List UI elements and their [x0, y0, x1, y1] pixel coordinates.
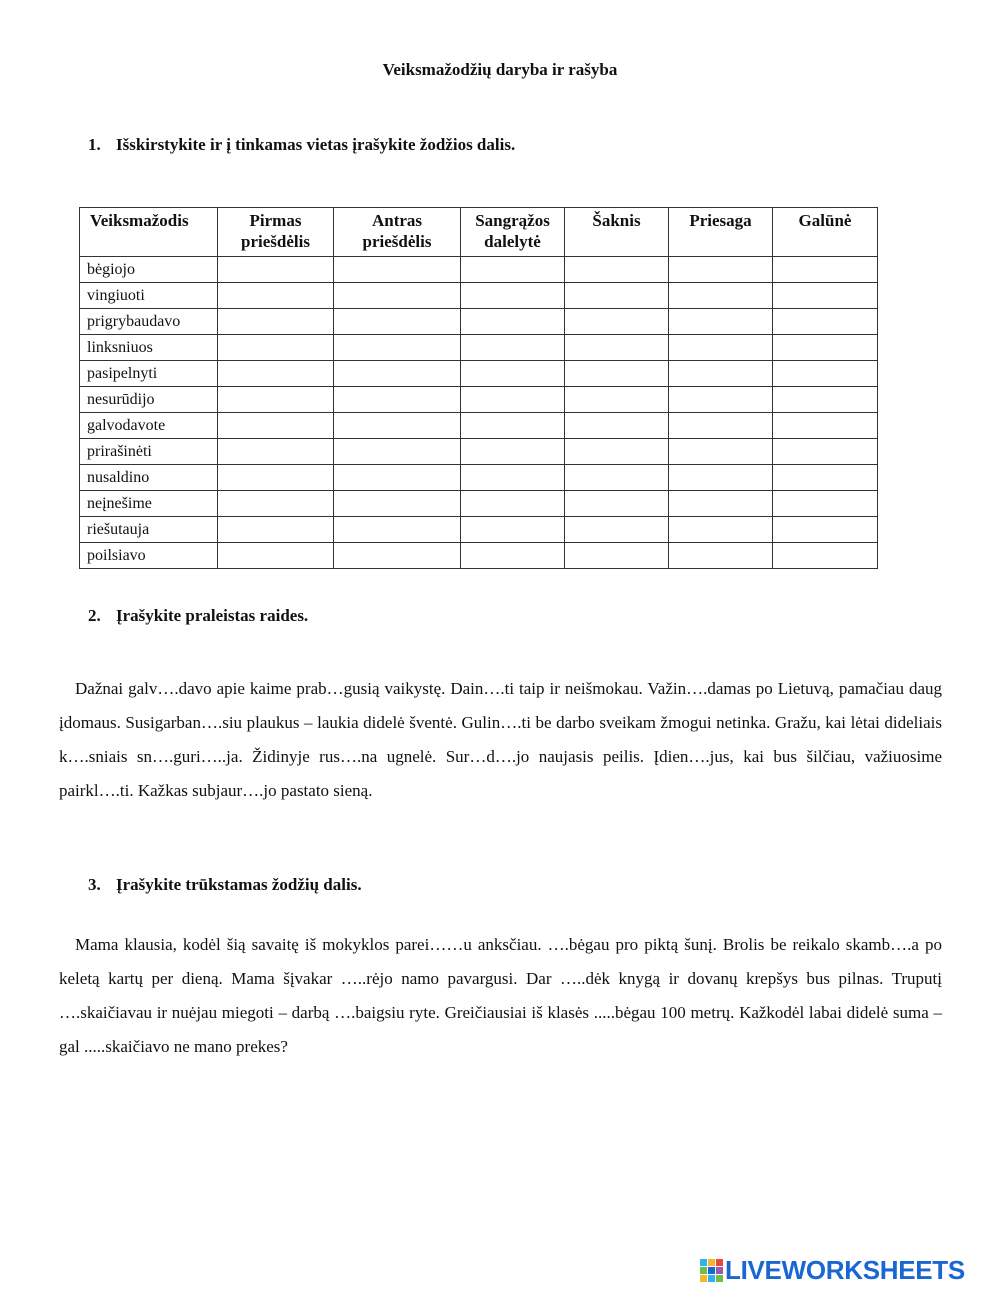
- second-prefix-cell[interactable]: [334, 491, 461, 517]
- verb-cell: nesurūdijo: [80, 387, 218, 413]
- suffix-cell[interactable]: [669, 491, 773, 517]
- suffix-cell[interactable]: [669, 439, 773, 465]
- first-prefix-cell[interactable]: [218, 309, 334, 335]
- table-row: [80, 387, 878, 413]
- table-row: [80, 465, 878, 491]
- reflexive-particle-cell[interactable]: [461, 543, 565, 569]
- second-prefix-cell[interactable]: [334, 439, 461, 465]
- root-cell[interactable]: [565, 517, 669, 543]
- task-2-heading: [88, 606, 308, 626]
- ending-cell[interactable]: [773, 439, 878, 465]
- first-prefix-cell[interactable]: [218, 543, 334, 569]
- task-2-heading-text: Įrašykite praleistas raides.: [116, 606, 309, 625]
- logo-mark-square: [700, 1259, 707, 1266]
- ending-cell[interactable]: [773, 309, 878, 335]
- verb-cell: poilsiavo: [80, 543, 218, 569]
- reflexive-particle-cell[interactable]: [461, 335, 565, 361]
- root-cell[interactable]: [565, 413, 669, 439]
- verb-cell: vingiuoti: [80, 283, 218, 309]
- suffix-cell[interactable]: [669, 283, 773, 309]
- verb-cell: galvodavote: [80, 413, 218, 439]
- second-prefix-cell[interactable]: [334, 387, 461, 413]
- root-cell[interactable]: [565, 257, 669, 283]
- task-3-heading: [88, 875, 362, 895]
- table-row: [80, 361, 878, 387]
- ending-cell[interactable]: [773, 335, 878, 361]
- first-prefix-cell[interactable]: [218, 413, 334, 439]
- suffix-cell[interactable]: [669, 387, 773, 413]
- table-row: [80, 283, 878, 309]
- logo-mark-square: [716, 1267, 723, 1274]
- column-header-reflexive-particle: Sangrąžos dalelytė: [461, 208, 565, 257]
- word-parts-table: [79, 207, 878, 569]
- ending-cell[interactable]: [773, 517, 878, 543]
- second-prefix-cell[interactable]: [334, 309, 461, 335]
- ending-cell[interactable]: [773, 543, 878, 569]
- suffix-cell[interactable]: [669, 257, 773, 283]
- second-prefix-cell[interactable]: [334, 517, 461, 543]
- second-prefix-cell[interactable]: [334, 257, 461, 283]
- logo-mark-square: [716, 1259, 723, 1266]
- verb-cell: riešutauja: [80, 517, 218, 543]
- root-cell[interactable]: [565, 543, 669, 569]
- column-header-second-prefix: Antras priešdėlis: [334, 208, 461, 257]
- second-prefix-cell[interactable]: [334, 465, 461, 491]
- task-3-number: 3.: [88, 875, 101, 894]
- reflexive-particle-cell[interactable]: [461, 491, 565, 517]
- table-row: [80, 413, 878, 439]
- root-cell[interactable]: [565, 465, 669, 491]
- reflexive-particle-cell[interactable]: [461, 439, 565, 465]
- task-2-number: 2.: [88, 606, 101, 625]
- suffix-cell[interactable]: [669, 413, 773, 439]
- task-2-paragraph: Dažnai galv….davo apie kaime prab…gusią vaikystę. Dain….ti taip ir neišmokau. Važin….damas po Lietuvą, pamačiau daug įdomaus. Susigarban….siu plaukus – laukia didelė šventė. Gulin….ti be darbo sveikam žmogui netinka. Gražu, kai lėtai dideliais k….sniais sn….guri…..ja. Židinyje rus….na ugnelė. Sur…d….jo naujasis peilis. Įdien….jus, kai bus šilčiau, važiuosime pairkl….ti. Kažkas subjaur….jo pastato sieną.: [59, 679, 942, 800]
- root-cell[interactable]: [565, 309, 669, 335]
- ending-cell[interactable]: [773, 413, 878, 439]
- task-1-heading: [88, 135, 515, 155]
- column-header-suffix: Priesaga: [669, 208, 773, 257]
- table-row: [80, 335, 878, 361]
- reflexive-particle-cell[interactable]: [461, 361, 565, 387]
- second-prefix-cell[interactable]: [334, 283, 461, 309]
- root-cell[interactable]: [565, 387, 669, 413]
- verb-cell: prigrybaudavo: [80, 309, 218, 335]
- second-prefix-cell[interactable]: [334, 361, 461, 387]
- task-3-heading-text: Įrašykite trūkstamas žodžių dalis.: [116, 875, 362, 894]
- first-prefix-cell[interactable]: [218, 257, 334, 283]
- ending-cell[interactable]: [773, 361, 878, 387]
- verb-cell: pasipelnyti: [80, 361, 218, 387]
- suffix-cell[interactable]: [669, 465, 773, 491]
- verb-cell: prirašinėti: [80, 439, 218, 465]
- reflexive-particle-cell[interactable]: [461, 517, 565, 543]
- task-1-number: 1.: [88, 135, 101, 154]
- root-cell[interactable]: [565, 361, 669, 387]
- suffix-cell[interactable]: [669, 517, 773, 543]
- reflexive-particle-cell[interactable]: [461, 465, 565, 491]
- second-prefix-cell[interactable]: [334, 335, 461, 361]
- table-body: [80, 257, 878, 569]
- column-header-root: Šaknis: [565, 208, 669, 257]
- ending-cell[interactable]: [773, 465, 878, 491]
- liveworksheets-logo: [700, 1254, 965, 1285]
- reflexive-particle-cell[interactable]: [461, 309, 565, 335]
- logo-mark-square: [716, 1275, 723, 1282]
- liveworksheets-mark-icon: [700, 1259, 722, 1281]
- first-prefix-cell[interactable]: [218, 387, 334, 413]
- first-prefix-cell[interactable]: [218, 465, 334, 491]
- table-header-row: [80, 208, 878, 257]
- table-row: [80, 257, 878, 283]
- root-cell[interactable]: [565, 439, 669, 465]
- second-prefix-cell[interactable]: [334, 543, 461, 569]
- logo-mark-square: [708, 1259, 715, 1266]
- root-cell[interactable]: [565, 335, 669, 361]
- suffix-cell[interactable]: [669, 361, 773, 387]
- reflexive-particle-cell[interactable]: [461, 283, 565, 309]
- verb-cell: bėgiojo: [80, 257, 218, 283]
- table-row: [80, 491, 878, 517]
- logo-mark-square: [708, 1267, 715, 1274]
- verb-cell: nusaldino: [80, 465, 218, 491]
- root-cell[interactable]: [565, 491, 669, 517]
- second-prefix-cell[interactable]: [334, 413, 461, 439]
- root-cell[interactable]: [565, 283, 669, 309]
- reflexive-particle-cell[interactable]: [461, 413, 565, 439]
- first-prefix-cell[interactable]: [218, 361, 334, 387]
- reflexive-particle-cell[interactable]: [461, 387, 565, 413]
- logo-text: LIVEWORKSHEETS: [725, 1254, 965, 1285]
- column-header-ending: Galūnė: [773, 208, 878, 257]
- first-prefix-cell[interactable]: [218, 491, 334, 517]
- ending-cell[interactable]: [773, 491, 878, 517]
- table-row: [80, 517, 878, 543]
- first-prefix-cell[interactable]: [218, 517, 334, 543]
- ending-cell[interactable]: [773, 387, 878, 413]
- ending-cell[interactable]: [773, 283, 878, 309]
- logo-mark-square: [700, 1267, 707, 1274]
- reflexive-particle-cell[interactable]: [461, 257, 565, 283]
- suffix-cell[interactable]: [669, 309, 773, 335]
- table-row: [80, 543, 878, 569]
- table-row: [80, 439, 878, 465]
- first-prefix-cell[interactable]: [218, 283, 334, 309]
- suffix-cell[interactable]: [669, 335, 773, 361]
- task-1-heading-text: Išskirstykite ir į tinkamas vietas įrašykite žodžios dalis.: [116, 135, 516, 154]
- column-header-first-prefix: Pirmas priešdėlis: [218, 208, 334, 257]
- table-row: [80, 309, 878, 335]
- logo-mark-square: [708, 1275, 715, 1282]
- verb-cell: linksniuos: [80, 335, 218, 361]
- task-3-paragraph: Mama klausia, kodėl šią savaitę iš mokyklos parei……u anksčiau. ….bėgau pro piktą šunį. Brolis be reikalo skamb….a po keletą kartų per dieną. Mama šįvakar …..rėjo namo pavargusi. Dar …..dėk knygą ir dovanų krepšys bus pilnas. Truputį ….skaičiavau ir nuėjau miegoti – darbą ….baigsiu ryte. Greičiausiai iš klasės .....bėgau 100 metrų. Kažkodėl labai didelė suma – gal .....skaičiavo ne mano prekes?: [59, 935, 942, 1056]
- logo-mark-square: [700, 1275, 707, 1282]
- first-prefix-cell[interactable]: [218, 439, 334, 465]
- suffix-cell[interactable]: [669, 543, 773, 569]
- ending-cell[interactable]: [773, 257, 878, 283]
- first-prefix-cell[interactable]: [218, 335, 334, 361]
- verb-cell: neįnešime: [80, 491, 218, 517]
- page-title: Veiksmažodžių daryba ir rašyba: [382, 60, 618, 79]
- column-header-verb: Veiksmažodis: [80, 208, 218, 257]
